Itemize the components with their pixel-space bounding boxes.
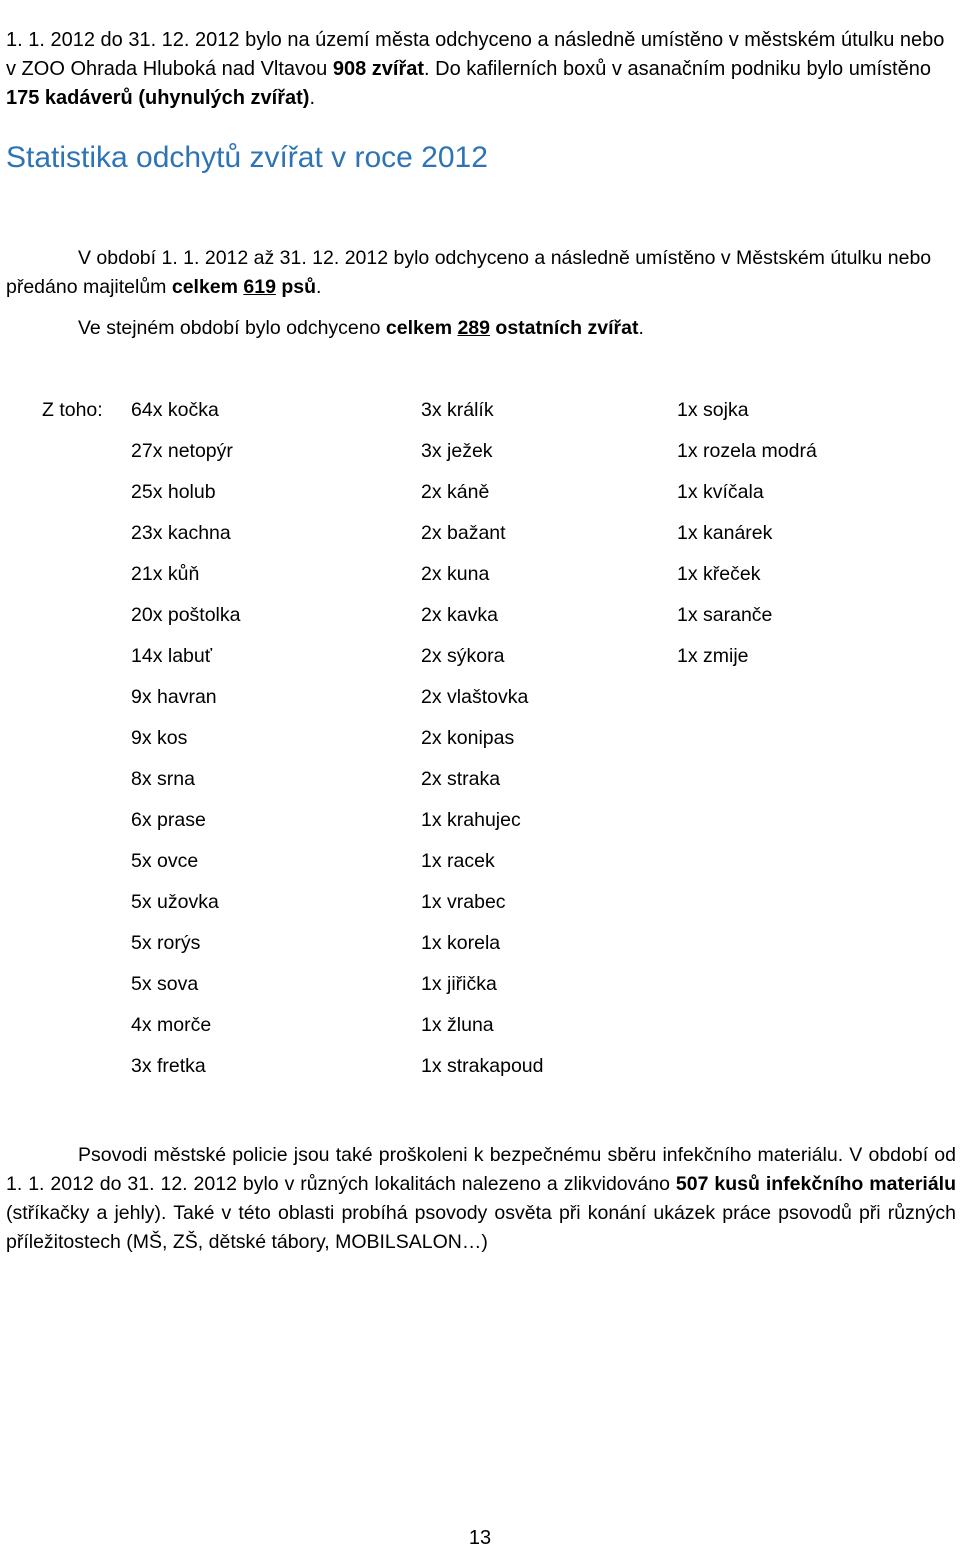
animal-list-item: 1x křeček: [677, 563, 761, 585]
animal-list-item: 8x srna: [131, 768, 195, 790]
others-total: celkem 289 ostatních zvířat: [385, 317, 639, 339]
animal-list-item: 1x jiřička: [421, 973, 497, 995]
others-count: 289: [457, 317, 490, 339]
animal-list-item: 2x bažant: [421, 522, 506, 544]
intro-carcass-count: 175 kadáverů (uhynulých zvířat): [6, 87, 310, 109]
handlers-text: (stříkačky a jehly). Také v této oblasti probíhá psovody osvěta při konání ukázek práce psovodů při různých příležitostech (MŠ, ZŠ, dětské tábory, MOBILSALON…): [6, 1202, 956, 1253]
others-text: Ve stejném období bylo odchyceno: [78, 317, 386, 339]
animal-list-item: 9x havran: [131, 686, 217, 708]
animal-list-item: 25x holub: [131, 481, 216, 503]
animal-list-item: 6x prase: [131, 809, 206, 831]
intro-text: 1. 1. 2012 do 31. 12. 2012 bylo na území města odchyceno a následně umístěno v městském útulku nebo v ZOO Ohrada Hluboká nad Vltavou: [6, 29, 945, 80]
animal-list-column-1: [131, 396, 241, 1093]
animal-list-item: 3x fretka: [131, 1055, 206, 1077]
animal-list-item: 1x krahujec: [421, 809, 521, 831]
animal-list-item: 5x sova: [131, 973, 199, 995]
animal-list-item: 1x vrabec: [421, 891, 506, 913]
dogs-text: .: [316, 276, 322, 298]
animal-list-item: 20x poštolka: [131, 604, 241, 626]
animal-list-item: 1x kvíčala: [677, 481, 764, 503]
animal-list-item: 1x rozela modrá: [677, 440, 817, 462]
animal-list-item: 1x racek: [421, 850, 495, 872]
list-label: Z toho:: [42, 399, 103, 421]
animal-list-item: 27x netopýr: [131, 440, 233, 462]
animal-list-item: 2x konipas: [421, 727, 515, 749]
animal-list-item: 1x korela: [421, 932, 501, 954]
animal-list-item: 2x vlaštovka: [421, 686, 529, 708]
animal-list-item: 2x straka: [421, 768, 501, 790]
animal-list-column-2: [421, 396, 544, 1093]
animal-list-item: 5x rorýs: [131, 932, 201, 954]
page-number: 13: [468, 1527, 492, 1549]
intro-paragraph: [6, 26, 956, 113]
animal-list-item: 2x káně: [421, 481, 490, 503]
animal-list-item: 1x žluna: [421, 1014, 494, 1036]
dogs-text: V období 1. 1. 2012 až 31. 12. 2012 bylo odchyceno a následně umístěno v Městském útulku nebo předáno majitelům: [6, 247, 932, 298]
others-paragraph: [78, 314, 644, 343]
intro-text: .: [309, 87, 316, 109]
animal-list-item: 21x kůň: [131, 563, 200, 585]
infectious-material-count: 507 kusů infekčního materiálu: [675, 1173, 956, 1195]
dogs-count: 619: [243, 276, 276, 298]
dogs-total: celkem 619 psů: [171, 276, 317, 298]
animal-list-item: 2x sýkora: [421, 645, 505, 667]
section-title: Statistika odchytů zvířat v roce 2012: [6, 141, 488, 174]
handlers-text: Psovodi městské policie jsou také proškoleni k bezpečnému sběru infekčního materiálu. V období od 1. 1. 2012 do 31. 12. 2012 bylo v různých lokalitách nalezeno a zlikvidováno: [6, 1144, 956, 1195]
animal-list-item: 1x kanárek: [677, 522, 773, 544]
animal-list-item: 64x kočka: [131, 399, 219, 421]
animal-list-item: 9x kos: [131, 727, 188, 749]
animal-list-item: 3x králík: [421, 399, 494, 421]
animal-list-item: 1x sojka: [677, 399, 749, 421]
animal-list-item: 23x kachna: [131, 522, 231, 544]
animal-list-item: 2x kavka: [421, 604, 498, 626]
animal-list-item: 2x kuna: [421, 563, 490, 585]
dogs-paragraph: [6, 244, 956, 302]
animal-list-item: 5x užovka: [131, 891, 219, 913]
animal-list-item: 5x ovce: [131, 850, 199, 872]
intro-animals-count: 908 zvířat: [332, 58, 425, 80]
animal-list-item: 4x morče: [131, 1014, 212, 1036]
infectious-material-paragraph: [6, 1141, 956, 1257]
animal-list-column-3: [677, 396, 817, 683]
intro-text: . Do kafilerních boxů v asanačním podniku bylo umístěno: [424, 58, 931, 80]
others-text: .: [638, 317, 644, 339]
animal-list-item: 1x saranče: [677, 604, 773, 626]
animal-list-item: 1x zmije: [677, 645, 749, 667]
animal-list-item: 1x strakapoud: [421, 1055, 544, 1077]
animal-list-item: 14x labuť: [131, 645, 213, 667]
animal-list-item: 3x ježek: [421, 440, 493, 462]
